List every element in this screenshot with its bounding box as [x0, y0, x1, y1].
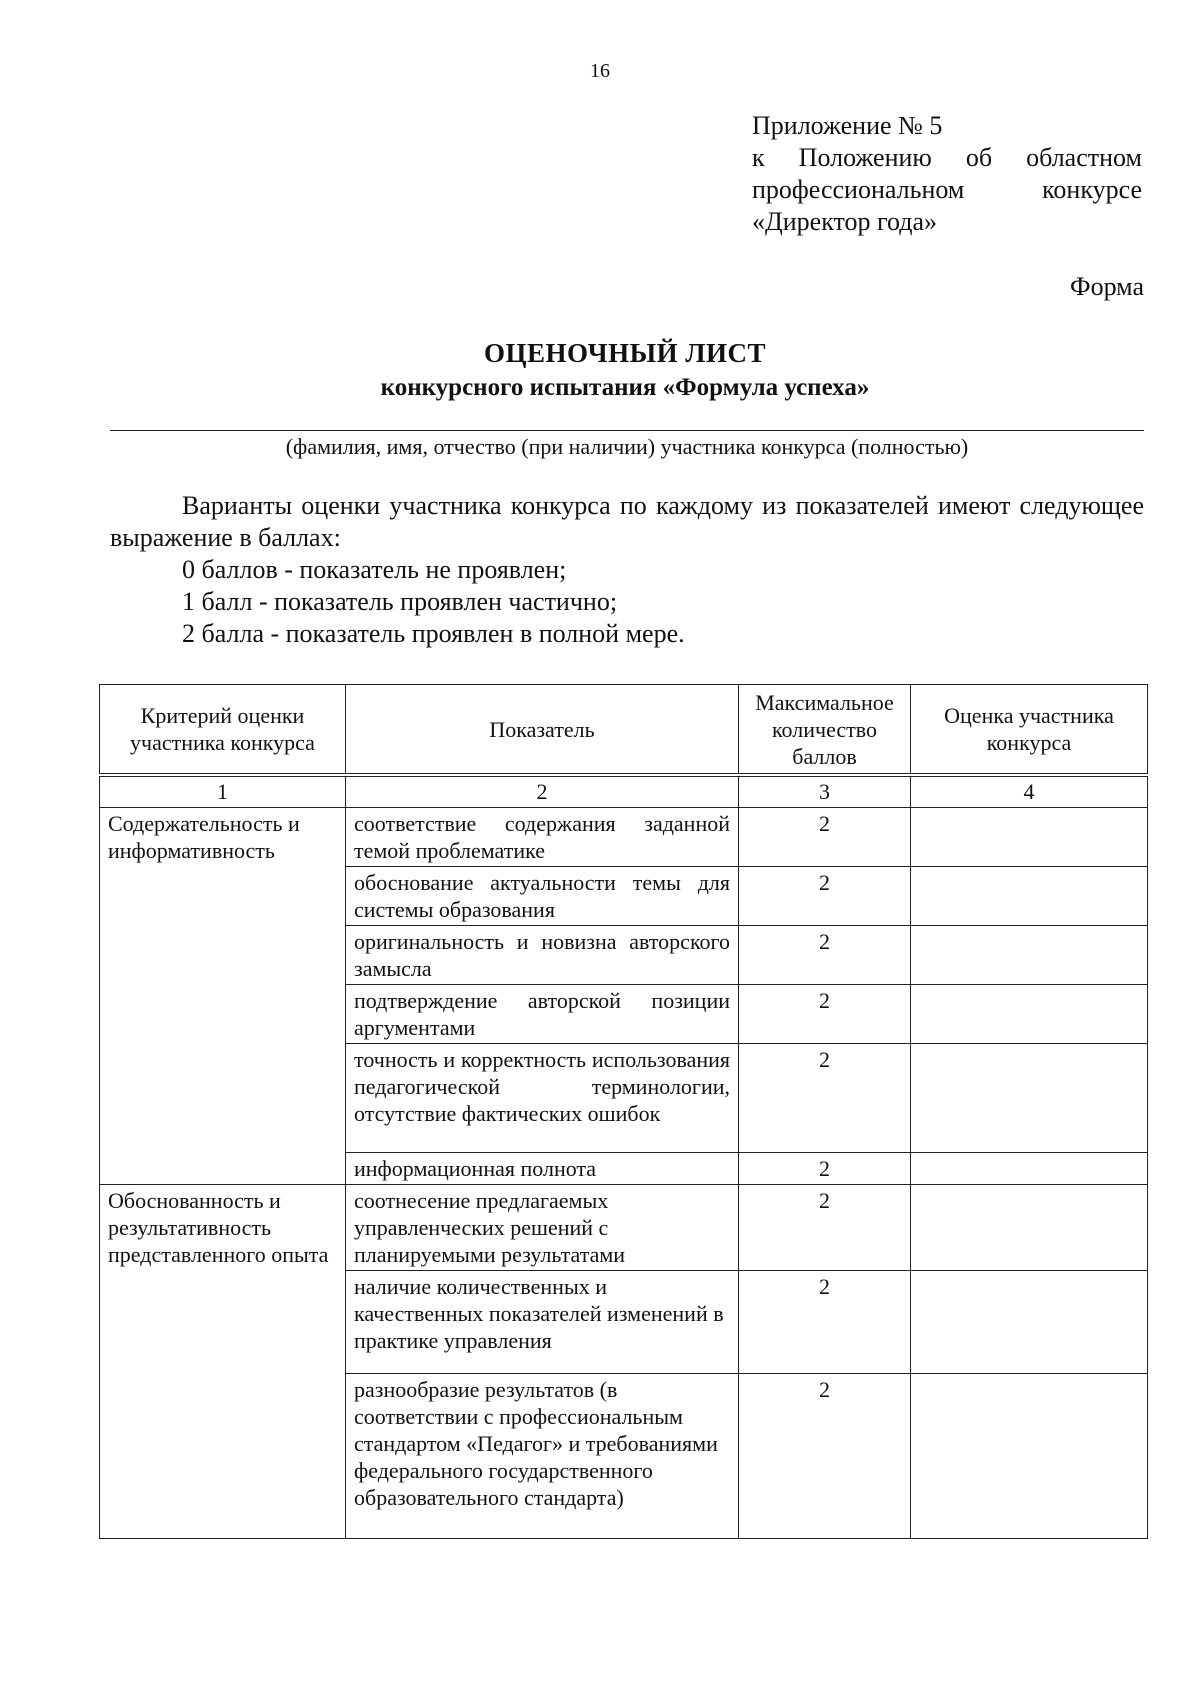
max-points-cell: 2	[739, 867, 911, 926]
max-points-cell: 2	[739, 1044, 911, 1153]
column-number-row	[100, 775, 1148, 808]
score-cell[interactable]	[911, 1271, 1148, 1374]
participant-name-line	[110, 430, 1144, 431]
indicator-cell: наличие количественных и качественных показателей изменений в практике управления	[346, 1271, 739, 1374]
score-cell[interactable]	[911, 1044, 1148, 1153]
header-participant-score: Оценка участника конкурса	[911, 685, 1148, 776]
score-cell[interactable]	[911, 1153, 1148, 1185]
indicator-cell: подтверждение авторской позиции аргументами	[346, 985, 739, 1044]
column-number: 3	[739, 775, 911, 808]
scoring-intro	[110, 490, 1144, 650]
form-label: Форма	[1070, 272, 1144, 301]
indicator-cell: оригинальность и новизна авторского замысла	[346, 926, 739, 985]
table-header-row	[100, 685, 1148, 776]
participant-name-caption: (фамилия, имя, отчество (при наличии) участника конкурса (полностью)	[285, 434, 969, 459]
max-points-cell: 2	[739, 1374, 911, 1539]
indicator-cell: соответствие содержания заданной темой проблематике	[346, 808, 739, 867]
max-points-cell: 2	[739, 808, 911, 867]
column-number: 2	[346, 775, 739, 808]
score-cell[interactable]	[911, 808, 1148, 867]
column-number: 1	[100, 775, 346, 808]
evaluation-table	[99, 684, 1148, 1539]
column-number: 4	[911, 775, 1148, 808]
header-criterion: Критерий оценки участника конкурса	[100, 685, 346, 776]
indicator-cell: разнообразие результатов (в соответствии с профессиональным стандартом «Педагог» и требованиями федерального государственного образовательного стандарта)	[346, 1374, 739, 1539]
score-cell[interactable]	[911, 926, 1148, 985]
indicator-cell: обоснование актуальности темы для системы образования	[346, 867, 739, 926]
score-cell[interactable]	[911, 1374, 1148, 1539]
appendix-reference-cont: профессиональном конкурсе	[752, 175, 1142, 204]
indicator-cell: соотнесение предлагаемых управленческих решений с планируемыми результатами	[346, 1185, 739, 1271]
score-cell[interactable]	[911, 1185, 1148, 1271]
max-points-cell: 2	[739, 1271, 911, 1374]
max-points-cell: 2	[739, 1185, 911, 1271]
appendix-reference: к Положению об областном	[752, 143, 1142, 172]
page-number: 16	[590, 60, 610, 82]
score-cell[interactable]	[911, 985, 1148, 1044]
header-indicator: Показатель	[346, 685, 739, 776]
criterion-cell: Содержательность и информативность	[100, 808, 346, 1185]
max-points-cell: 2	[739, 1153, 911, 1185]
max-points-cell: 2	[739, 985, 911, 1044]
scoring-intro-paragraph: Варианты оценки участника конкурса по каждому из показателей имеют следующее выражение в баллах:	[110, 491, 1144, 552]
scoring-option-1: 1 балл - показатель проявлен частично;	[182, 587, 618, 616]
appendix-number: Приложение № 5	[752, 111, 943, 140]
header-max-points: Максимальное количество баллов	[739, 685, 911, 776]
appendix-block	[752, 110, 1142, 238]
scoring-option-2: 2 балла - показатель проявлен в полной мере.	[182, 619, 685, 648]
table-row	[100, 808, 1148, 867]
score-cell[interactable]	[911, 867, 1148, 926]
max-points-cell: 2	[739, 926, 911, 985]
document-subtitle: конкурсного испытания «Формула успеха»	[380, 374, 870, 401]
indicator-cell: точность и корректность использования педагогической терминологии, отсутствие фактических ошибок	[346, 1044, 739, 1153]
appendix-contest-name: «Директор года»	[752, 207, 938, 236]
scoring-option-0: 0 баллов - показатель не проявлен;	[182, 555, 567, 584]
criterion-cell: Обоснованность и результативность представленного опыта	[100, 1185, 346, 1539]
indicator-cell: информационная полнота	[346, 1153, 739, 1185]
table-row	[100, 1185, 1148, 1271]
document-title: ОЦЕНОЧНЫЙ ЛИСТ	[483, 338, 767, 368]
